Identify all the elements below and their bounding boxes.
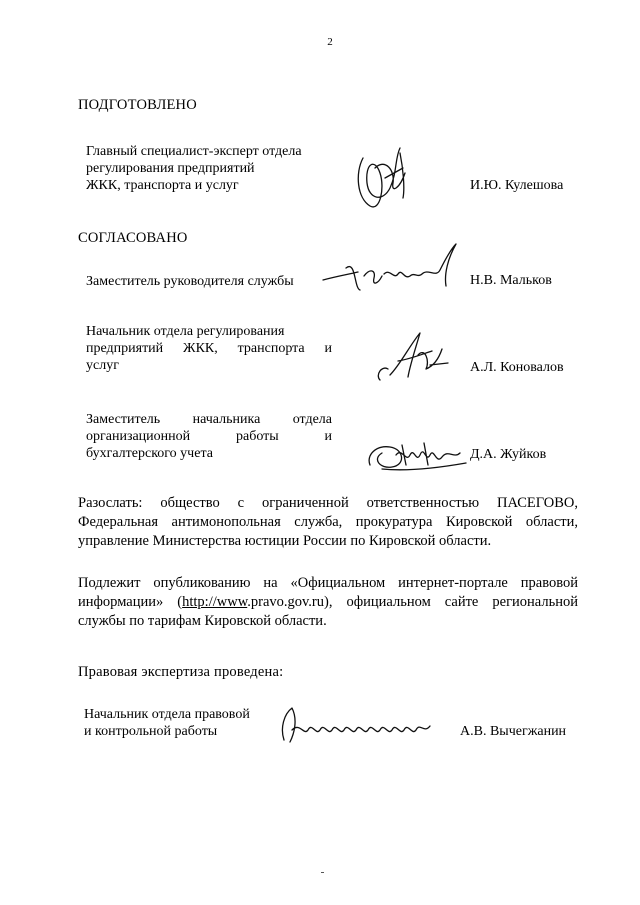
position-line: Начальник отдела регулирования (86, 324, 285, 339)
publication-text-end: .pravo.gov.ru), официальном сайте региональной службы по тарифам Кировской области. (78, 594, 578, 629)
signature-vychegzhanin (270, 700, 440, 750)
agreed-heading: СОГЛАСОВАНО (78, 230, 188, 246)
prepared-signer-position (86, 143, 336, 194)
publication-link[interactable]: http://www (182, 594, 248, 610)
prepared-signer-name: И.Ю. Кулешова (470, 178, 564, 193)
signature-malkov (318, 238, 468, 298)
legal-review-heading: Правовая экспертиза проведена: (78, 664, 284, 680)
signature-zhuykov (362, 425, 472, 475)
position-line: ЖКК, транспорта и услуг (86, 178, 239, 193)
position-line: организационной работы и (86, 429, 332, 444)
signature-kuleshova (345, 128, 415, 218)
distribution-text: Разослать: общество с ограниченной ответственностью ПАСЕГОВО, Федеральная антимонопольная служба, прокуратура Кировской области, управление Министерства юстиции России по Кировской области. (78, 495, 578, 549)
position-line: Главный специалист-эксперт отдела (86, 144, 302, 159)
legal-review-signer-name: А.В. Вычегжанин (460, 724, 567, 739)
prepared-heading: ПОДГОТОВЛЕНО (78, 97, 197, 113)
agreed-signer-1-name: Н.В. Мальков (470, 273, 552, 288)
position-line: услуг (86, 358, 119, 373)
agreed-signer-1-position: Заместитель руководителя службы (86, 274, 294, 289)
position-line: Заместитель начальника отдела (86, 412, 332, 427)
position-line: предприятий ЖКК, транспорта и (86, 341, 332, 356)
agreed-signer-2-name: А.Л. Коновалов (470, 360, 564, 375)
position-line: бухгалтерского учета (86, 446, 213, 461)
agreed-signer-3-name: Д.А. Жуйков (470, 447, 547, 462)
legal-review-signer-position (84, 706, 284, 740)
publication-text-start: Подлежит опубликованию на «Официальном интернет-портале правовой информации» ( (78, 575, 578, 610)
position-line: и контрольной работы (84, 724, 218, 739)
publication-text (78, 574, 578, 631)
page-mark (321, 872, 324, 873)
agreed-signer-3-position (86, 411, 332, 462)
signature-konovalov (370, 325, 460, 390)
position-line: Начальник отдела правовой (84, 707, 250, 722)
agreed-signer-2-position (86, 323, 332, 374)
position-line: регулирования предприятий (86, 161, 255, 176)
page-number: 2 (327, 36, 333, 48)
